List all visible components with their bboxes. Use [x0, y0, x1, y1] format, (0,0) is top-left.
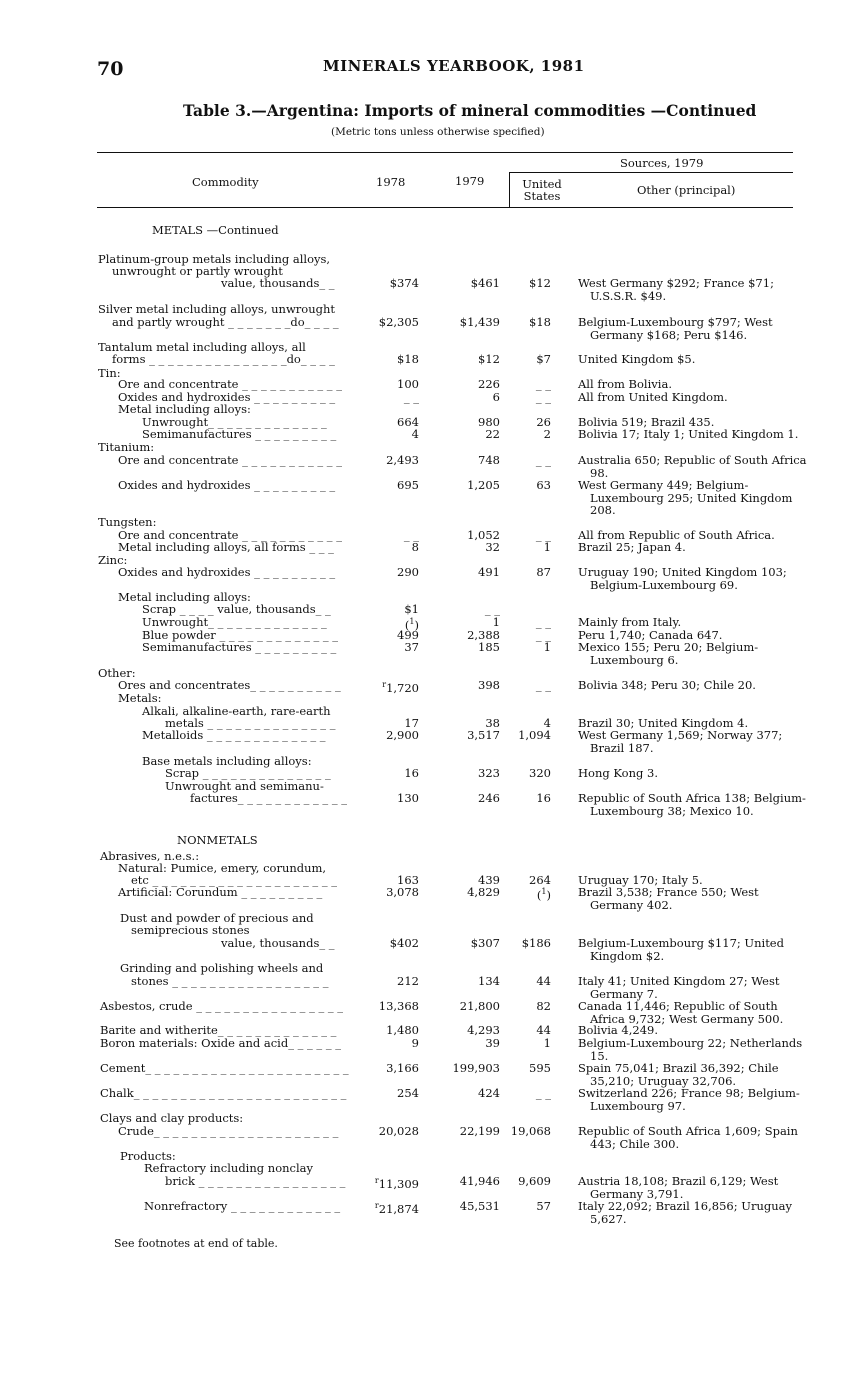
commodity-label: unwrought or partly wrought: [112, 264, 283, 278]
value-united-states: _ _: [535, 1086, 551, 1100]
value-other-sources: All from Bolivia.: [578, 377, 672, 391]
value-1979: 748: [478, 453, 500, 467]
value-other-sources: Uruguay 190; United Kingdom 103; Belgium-Luxembourg 69.: [578, 565, 787, 592]
header-united-states: United States: [522, 177, 562, 203]
value-1979: 185: [478, 640, 500, 654]
commodity-label: Other:: [98, 666, 136, 680]
value-other-sources: Bolivia 519; Brazil 435.: [578, 415, 715, 429]
value-united-states: 87: [536, 565, 551, 579]
commodity-label: Unwrought_ _ _ _ _ _ _ _ _ _ _ _ _: [142, 415, 327, 429]
commodity-label: brick _ _ _ _ _ _ _ _ _ _ _ _ _ _ _ _: [165, 1174, 346, 1188]
value-1979: 6: [492, 390, 500, 404]
value-united-states: 26: [536, 415, 551, 429]
value-united-states: $7: [536, 352, 551, 366]
value-other-sources: Hong Kong 3.: [578, 766, 658, 780]
value-united-states: 4: [543, 716, 551, 730]
commodity-label: Clays and clay products:: [100, 1111, 244, 1125]
commodity-label: Metal including alloys:: [118, 590, 251, 604]
value-united-states: 19,068: [510, 1124, 551, 1138]
value-other-sources: Switzerland 226; France 98; Belgium-Luxembourg 97.: [578, 1086, 800, 1113]
commodity-label: Metals:: [118, 691, 162, 705]
value-1978: $402: [389, 936, 419, 950]
value-united-states: 2: [543, 427, 551, 441]
value-united-states: 44: [536, 974, 551, 988]
value-1978: 16: [404, 766, 419, 780]
commodity-label: Ores and concentrates_ _ _ _ _ _ _ _ _ _: [118, 678, 341, 692]
value-1978: 2,493: [386, 453, 419, 467]
value-1978: 254: [397, 1086, 419, 1100]
value-1979: 41,946: [459, 1174, 500, 1188]
value-united-states: $12: [529, 276, 551, 290]
value-other-sources: United Kingdom $5.: [578, 352, 696, 366]
header-commodity: Commodity: [192, 175, 259, 189]
value-united-states: _ _: [535, 615, 551, 629]
value-1979: 398: [478, 678, 500, 692]
commodity-label: Dust and powder of precious and: [120, 911, 314, 925]
table-title: Table 3.—Argentina: Imports of mineral commodities —Continued: [183, 101, 757, 120]
value-united-states: 16: [536, 791, 551, 805]
table-subtitle: (Metric tons unless otherwise specified): [331, 126, 545, 138]
commodity-label: Ore and concentrate _ _ _ _ _ _ _ _ _ _ _: [118, 453, 342, 467]
section-metals: METALS —Continued: [152, 223, 279, 237]
commodity-label: Blue powder _ _ _ _ _ _ _ _ _ _ _ _ _: [142, 628, 339, 642]
header-bottom-rule: [97, 207, 793, 208]
commodity-label: Base metals including alloys:: [142, 754, 312, 768]
value-1979: 424: [478, 1086, 500, 1100]
commodity-label: Abrasives, n.e.s.:: [100, 849, 200, 863]
commodity-label: Scrap _ _ _ _ _ _ _ _ _ _ _ _ _ _: [165, 766, 331, 780]
value-1978: 3,078: [386, 885, 419, 899]
value-1979: 3,517: [467, 728, 500, 742]
value-1979: $461: [470, 276, 500, 290]
value-1978: 3,166: [386, 1061, 419, 1075]
running-head: MINERALS YEARBOOK, 1981: [323, 57, 585, 75]
value-united-states: 595: [529, 1061, 551, 1075]
commodity-label: Ore and concentrate _ _ _ _ _ _ _ _ _ _ _: [118, 377, 342, 391]
value-1978: $18: [397, 352, 419, 366]
value-1978: ($^1$): [404, 617, 419, 632]
commodity-label: forms _ _ _ _ _ _ _ _ _ _ _ _ _ _ _do_ _ _ _: [112, 352, 335, 366]
commodity-label: value, thousands_ _: [221, 276, 335, 290]
value-united-states: _ _: [535, 628, 551, 642]
commodity-label: factures_ _ _ _ _ _ _ _ _ _ _ _: [190, 791, 347, 805]
value-other-sources: Spain 75,041; Brazil 36,392; Chile 35,210; Uruguay 32,706.: [578, 1061, 779, 1088]
value-1978: 212: [397, 974, 419, 988]
commodity-label: Ore and concentrate _ _ _ _ _ _ _ _ _ _ _: [118, 528, 342, 542]
value-other-sources: Bolivia 4,249.: [578, 1023, 658, 1037]
value-united-states: 264: [529, 873, 551, 887]
value-1979: 491: [478, 565, 500, 579]
value-1979: 38: [485, 716, 500, 730]
value-other-sources: Italy 22,092; Brazil 16,856; Uruguay 5,627.: [578, 1199, 792, 1226]
footnote: See footnotes at end of table.: [114, 1237, 278, 1250]
commodity-label: Artificial: Corundum _ _ _ _ _ _ _ _ _: [118, 885, 323, 899]
commodity-label: Metalloids _ _ _ _ _ _ _ _ _ _ _ _ _: [142, 728, 326, 742]
commodity-label: Semimanufactures _ _ _ _ _ _ _ _ _: [142, 427, 337, 441]
value-united-states: 1: [543, 1036, 551, 1050]
value-1979: 246: [478, 791, 500, 805]
commodity-label: Platinum-group metals including alloys,: [98, 252, 331, 266]
commodity-label: Grinding and polishing wheels and: [120, 961, 324, 975]
value-1979: 199,903: [452, 1061, 500, 1075]
commodity-label: Metal including alloys:: [118, 402, 251, 416]
commodity-label: and partly wrought _ _ _ _ _ _ _do_ _ _ _: [112, 315, 339, 329]
value-other-sources: All from United Kingdom.: [578, 390, 728, 404]
commodity-label: etc _ _ _ _ _ _ _ _ _ _ _ _ _ _ _ _ _ _ _ _: [131, 873, 337, 887]
commodity-label: Alkali, alkaline-earth, rare-earth: [142, 704, 331, 718]
value-1978: 4: [411, 427, 419, 441]
value-1978: 130: [397, 791, 419, 805]
value-1979: $1,439: [459, 315, 500, 329]
commodity-label: Tantalum metal including alloys, all: [98, 340, 306, 354]
commodity-label: semiprecious stones: [131, 923, 250, 937]
commodity-label: Titanium:: [98, 440, 155, 454]
value-1978: 100: [397, 377, 419, 391]
value-1979: 226: [478, 377, 500, 391]
value-other-sources: Italy 41; United Kingdom 27; West Germany 7.: [578, 974, 780, 1001]
commodity-label: Crude_ _ _ _ _ _ _ _ _ _ _ _ _ _ _ _ _ _ _ _: [118, 1124, 339, 1138]
value-1979: 22,199: [459, 1124, 500, 1138]
value-1978: $1: [404, 602, 419, 616]
commodity-label: Metal including alloys, all forms _ _ _: [118, 540, 334, 554]
value-1979: 1,052: [467, 528, 500, 542]
value-1978: 1,480: [386, 1023, 419, 1037]
value-1979: 1: [492, 615, 500, 629]
value-united-states: 320: [529, 766, 551, 780]
value-united-states: _ _: [535, 453, 551, 467]
value-1978: _ _: [403, 390, 419, 404]
header-other: Other (principal): [637, 183, 736, 197]
commodity-label: Refractory including nonclay: [144, 1161, 313, 1175]
value-1978: 2,900: [386, 728, 419, 742]
value-other-sources: Austria 18,108; Brazil 6,129; West Germany 3,791.: [578, 1174, 779, 1201]
us-column-divider: [509, 172, 510, 207]
value-1978: $^r$11,309: [374, 1176, 419, 1191]
value-other-sources: Bolivia 348; Peru 30; Chile 20.: [578, 678, 756, 692]
value-united-states: 1,094: [518, 728, 551, 742]
value-other-sources: Mainly from Italy.: [578, 615, 682, 629]
page-number: 70: [97, 58, 124, 80]
value-united-states: _ _: [535, 390, 551, 404]
commodity-label: stones _ _ _ _ _ _ _ _ _ _ _ _ _ _ _ _ _: [131, 974, 329, 988]
value-united-states: 63: [536, 478, 551, 492]
value-united-states: 1: [543, 540, 551, 554]
value-1979: 4,829: [467, 885, 500, 899]
commodity-label: Natural: Pumice, emery, corundum,: [118, 861, 327, 875]
value-united-states: 9,609: [518, 1174, 551, 1188]
value-1979: 134: [478, 974, 500, 988]
commodity-label: Zinc:: [98, 553, 128, 567]
value-other-sources: Republic of South Africa 138; Belgium-Luxembourg 38; Mexico 10.: [578, 791, 806, 818]
value-1978: $2,305: [378, 315, 419, 329]
commodity-label: Scrap _ _ _ _ value, thousands_ _: [142, 602, 331, 616]
value-other-sources: Uruguay 170; Italy 5.: [578, 873, 703, 887]
value-other-sources: West Germany 449; Belgium-Luxembourg 295; United Kingdom 208.: [578, 478, 793, 517]
value-other-sources: Brazil 25; Japan 4.: [578, 540, 686, 554]
commodity-label: Chalk_ _ _ _ _ _ _ _ _ _ _ _ _ _ _ _ _ _ _ _ _ _ _: [100, 1086, 347, 1100]
value-1979: 323: [478, 766, 500, 780]
value-1978: 20,028: [378, 1124, 419, 1138]
value-united-states: _ _: [535, 377, 551, 391]
value-other-sources: Bolivia 17; Italy 1; United Kingdom 1.: [578, 427, 799, 441]
value-1979: 39: [485, 1036, 500, 1050]
value-united-states: ($^1$): [536, 887, 551, 902]
value-other-sources: Australia 650; Republic of South Africa 98.: [578, 453, 807, 480]
value-other-sources: West Germany 1,569; Norway 377; Brazil 187.: [578, 728, 783, 755]
value-1978: 13,368: [378, 999, 419, 1013]
value-1978: $374: [389, 276, 419, 290]
section-nonmetals: NONMETALS: [177, 833, 258, 847]
value-1979: _ _: [484, 602, 500, 616]
value-1978: 163: [397, 873, 419, 887]
header-sources: Sources, 1979: [620, 156, 704, 170]
value-united-states: 1: [543, 640, 551, 654]
commodity-label: Oxides and hydroxides _ _ _ _ _ _ _ _ _: [118, 478, 336, 492]
value-1978: $^r$21,874: [374, 1201, 419, 1216]
value-1979: 32: [485, 540, 500, 554]
value-united-states: $186: [521, 936, 551, 950]
value-united-states: $18: [529, 315, 551, 329]
value-other-sources: Republic of South Africa 1,609; Spain 443; Chile 300.: [578, 1124, 798, 1151]
value-1978: 664: [397, 415, 419, 429]
commodity-label: Silver metal including alloys, unwrought: [98, 302, 336, 316]
value-other-sources: Peru 1,740; Canada 647.: [578, 628, 723, 642]
header-1979: 1979: [455, 174, 485, 188]
value-other-sources: All from Republic of South Africa.: [578, 528, 775, 542]
commodity-label: Tungsten:: [98, 515, 157, 529]
value-1978: 499: [397, 628, 419, 642]
value-other-sources: Belgium-Luxembourg $117; United Kingdom $2.: [578, 936, 784, 963]
commodity-label: value, thousands_ _: [221, 936, 335, 950]
value-1978: 695: [397, 478, 419, 492]
value-1979: 4,293: [467, 1023, 500, 1037]
value-1978: 9: [411, 1036, 419, 1050]
commodity-label: metals _ _ _ _ _ _ _ _ _ _ _ _ _ _: [165, 716, 336, 730]
value-united-states: _ _: [535, 528, 551, 542]
header-top-rule: [97, 152, 793, 153]
value-united-states: 44: [536, 1023, 551, 1037]
value-united-states: 57: [536, 1199, 551, 1213]
commodity-label: Unwrought_ _ _ _ _ _ _ _ _ _ _ _ _: [142, 615, 327, 629]
value-1979: 21,800: [459, 999, 500, 1013]
value-other-sources: Belgium-Luxembourg 22; Netherlands 15.: [578, 1036, 803, 1063]
commodity-label: Oxides and hydroxides _ _ _ _ _ _ _ _ _: [118, 390, 336, 404]
commodity-label: Cement_ _ _ _ _ _ _ _ _ _ _ _ _ _ _ _ _ _ _ _ _ _: [100, 1061, 349, 1075]
value-1979: 2,388: [467, 628, 500, 642]
value-1979: $307: [470, 936, 500, 950]
commodity-label: Products:: [120, 1149, 176, 1163]
header-1978: 1978: [376, 175, 406, 189]
sources-rule: [509, 172, 793, 173]
value-1978: _ _: [403, 528, 419, 542]
value-1979: 22: [485, 427, 500, 441]
commodity-label: Unwrought and semimanu-: [165, 779, 324, 793]
value-1979: 980: [478, 415, 500, 429]
value-1978: 37: [404, 640, 419, 654]
value-1979: 439: [478, 873, 500, 887]
value-other-sources: Canada 11,446; Republic of South Africa 9,732; West Germany 500.: [578, 999, 784, 1026]
value-other-sources: Brazil 3,538; France 550; West Germany 402.: [578, 885, 759, 912]
value-united-states: 82: [536, 999, 551, 1013]
commodity-label: Semimanufactures _ _ _ _ _ _ _ _ _: [142, 640, 337, 654]
value-other-sources: Mexico 155; Peru 20; Belgium-Luxembourg 6.: [578, 640, 759, 667]
value-1978: 17: [404, 716, 419, 730]
value-other-sources: Belgium-Luxembourg $797; West Germany $168; Peru $146.: [578, 315, 773, 342]
value-1978: $^r$1,720: [382, 680, 419, 695]
value-other-sources: Brazil 30; United Kingdom 4.: [578, 716, 749, 730]
commodity-label: Asbestos, crude _ _ _ _ _ _ _ _ _ _ _ _ _ _ _ _: [100, 999, 344, 1013]
value-1979: $12: [478, 352, 500, 366]
commodity-label: Barite and witherite_ _ _ _ _ _ _ _ _ _ _ _ _: [100, 1023, 337, 1037]
value-united-states: _ _: [535, 678, 551, 692]
commodity-label: Oxides and hydroxides _ _ _ _ _ _ _ _ _: [118, 565, 336, 579]
value-1979: 45,531: [459, 1199, 500, 1213]
value-1979: 1,205: [467, 478, 500, 492]
value-1978: 8: [411, 540, 419, 554]
value-other-sources: West Germany $292; France $71; U.S.S.R. $49.: [578, 276, 774, 303]
value-1978: 290: [397, 565, 419, 579]
commodity-label: Boron materials: Oxide and acid_ _ _ _ _ _: [100, 1036, 341, 1050]
commodity-label: Nonrefractory _ _ _ _ _ _ _ _ _ _ _ _: [144, 1199, 341, 1213]
commodity-label: Tin:: [98, 366, 121, 380]
